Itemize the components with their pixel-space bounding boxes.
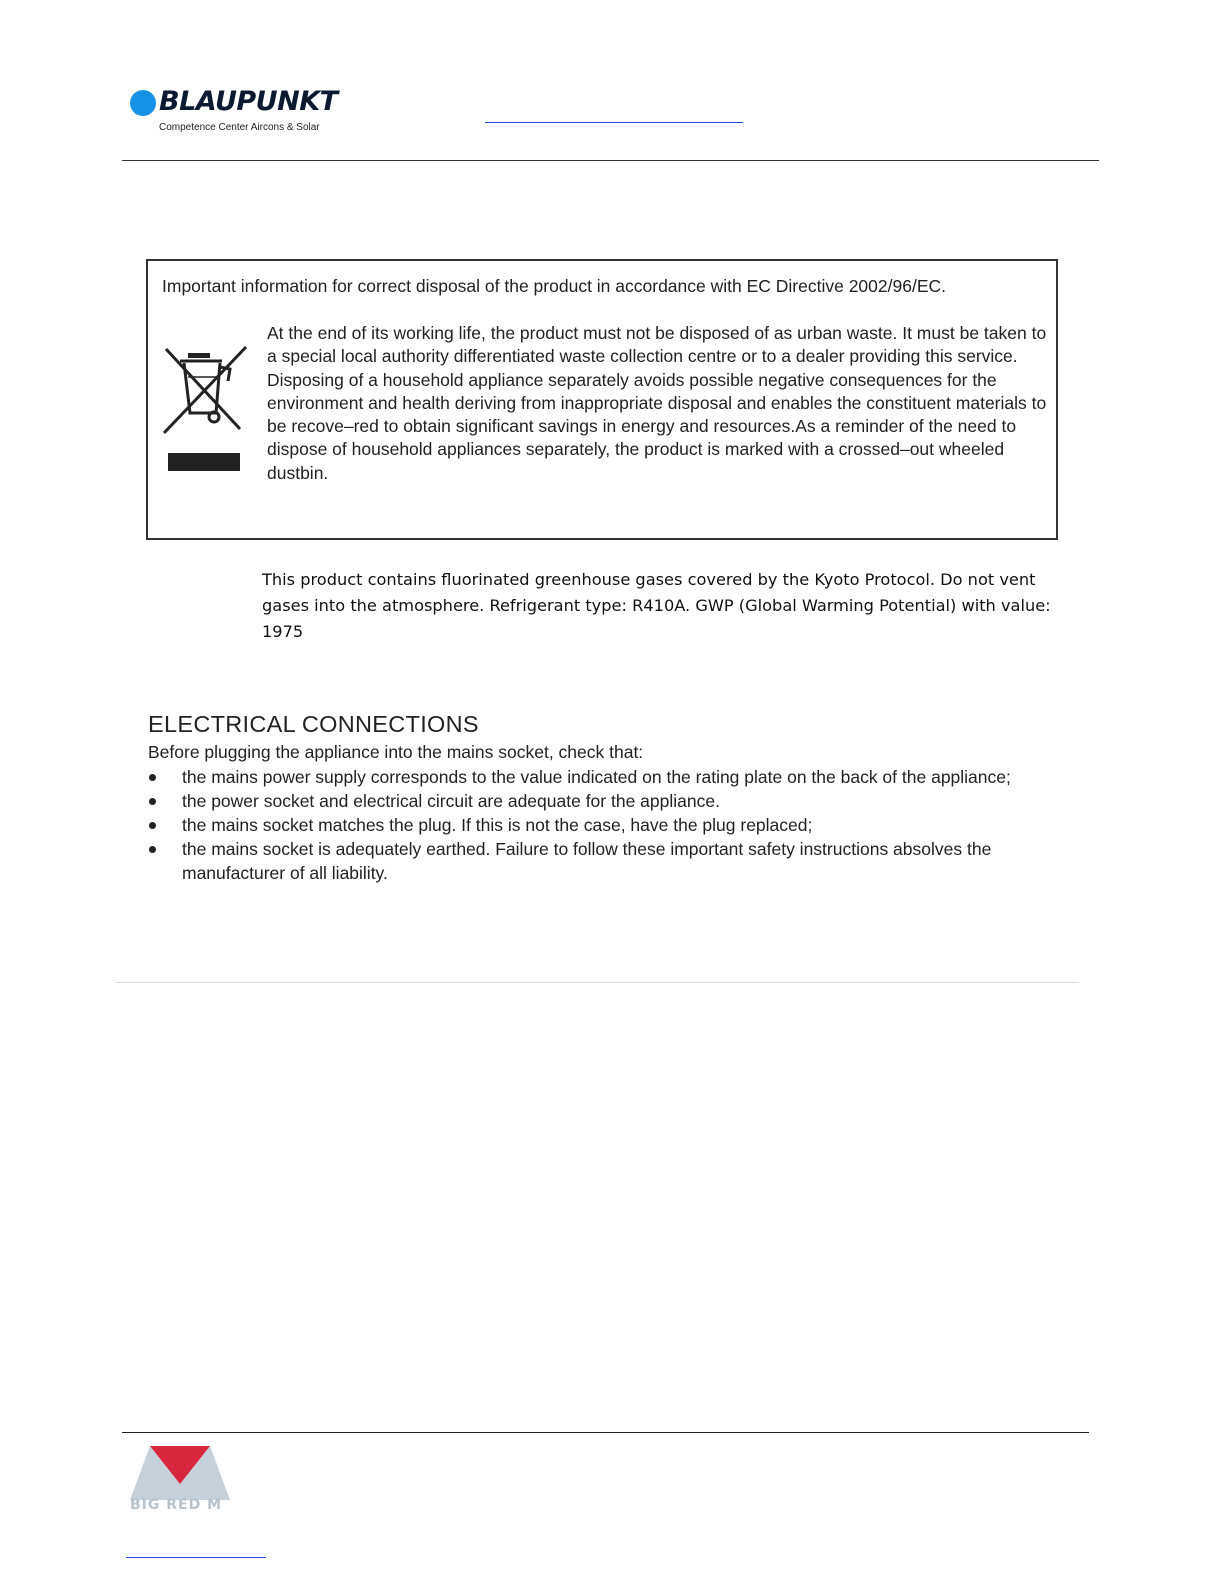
content-divider — [116, 982, 1079, 983]
electrical-checklist — [148, 765, 1068, 885]
bullet-icon — [149, 798, 156, 805]
list-item-text: the mains socket matches the plug. If this is not the case, have the plug replaced; — [182, 815, 813, 835]
blaupunkt-logo — [128, 86, 368, 136]
list-item — [148, 765, 1068, 789]
electrical-connections-title: ELECTRICAL CONNECTIONS — [148, 711, 479, 737]
list-item-text: the power socket and electrical circuit are adequate for the appliance. — [182, 791, 720, 811]
footer-link[interactable] — [126, 1557, 266, 1558]
logo-wordmark: BLAUPUNKT — [159, 86, 338, 117]
list-item-text: the mains socket is adequately earthed. Failure to follow these important safety instructions absolves the manufacturer of all liability. — [182, 839, 992, 883]
disposal-body-text: At the end of its working life, the product must not be disposed of as urban waste. It must be taken to a special local authority differentiated waste collection centre or to a dealer providing this service. Disposing of a household appliance separately avoids possible negative consequences for the environment and health deriving from inappropriate disposal and enables the constituent materials to be recove–red to obtain significant savings in energy and resources.As a reminder of the need to dispose of household appliances separately, the product is marked with a crossed–out wheeled dustbin. — [267, 323, 1047, 483]
crossed-out-wheeled-bin-icon — [160, 345, 252, 473]
electrical-connections-intro: Before plugging the appliance into the mains socket, check that: — [148, 742, 644, 762]
disposal-info-box — [146, 259, 1058, 540]
footer-divider — [122, 1432, 1089, 1433]
header-divider — [122, 160, 1099, 161]
list-item-text: the mains power supply corresponds to the value indicated on the rating plate on the back of the appliance; — [182, 767, 1011, 787]
footer-logo-text: BIG RED M — [130, 1497, 223, 1513]
logo-dot-icon — [130, 90, 156, 116]
disposal-heading: Important information for correct disposal of the product in accordance with EC Directive 2002/96/EC. — [162, 276, 946, 296]
logo-tagline: Competence Center Aircons & Solar — [159, 122, 320, 133]
list-item — [148, 813, 1068, 837]
bullet-icon — [149, 846, 156, 853]
fluorinated-gas-note: This product contains fluorinated greenhouse gases covered by the Kyoto Protocol. Do not vent gases into the atmosphere. Refrigerant type: R410A. GWP (Global Warming Potential) with value: 1975 — [262, 570, 1051, 641]
bullet-icon — [149, 822, 156, 829]
bullet-icon — [149, 774, 156, 781]
header-link[interactable] — [485, 122, 743, 123]
list-item — [148, 837, 1068, 885]
list-item — [148, 789, 1068, 813]
